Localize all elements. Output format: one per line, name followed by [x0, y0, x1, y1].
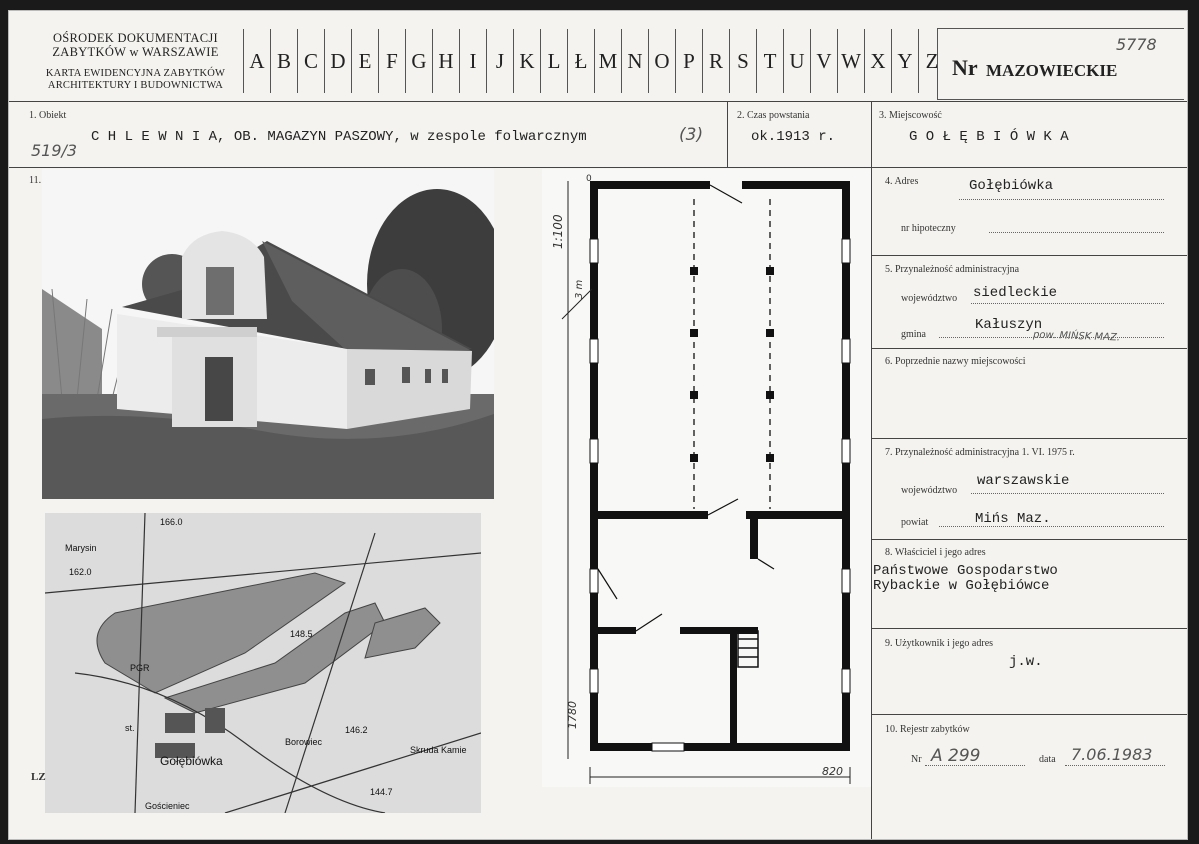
rule-after-4 [871, 255, 1187, 256]
wojewodztwo-line [971, 303, 1164, 304]
miejscowosc-value: G O Ł Ę B I Ó W K A [909, 129, 1069, 145]
plan-scale: 1:100 [551, 214, 565, 249]
rejestr-nr-line [925, 765, 1025, 766]
alphabet-index [243, 29, 945, 93]
powiat-line [939, 526, 1164, 527]
record-card [8, 10, 1188, 840]
institution-line-2: ZABYTKÓW w WARSZAWIE [52, 45, 219, 59]
alphabet-letter-16: P [675, 29, 702, 93]
nr-region: MAZOWIECKIE [986, 61, 1118, 80]
location-map [45, 513, 481, 813]
card-title [23, 68, 248, 92]
rejestr-nr-value: A 299 [931, 746, 981, 766]
gmina-note: pow. MIŃSK MAZ. [1032, 329, 1121, 344]
adres-label: 4. Adres [885, 176, 919, 187]
alphabet-letter-12: Ł [567, 29, 594, 93]
header-bottom-rule [9, 101, 1187, 102]
rule-after-7 [871, 539, 1187, 540]
wlasciciel-label: 8. Właściciel i jego adres [885, 547, 986, 558]
wojewodztwo-label: województwo [901, 293, 958, 304]
plan-dimension-height: 1780 [566, 701, 579, 729]
alphabet-letter-3: D [324, 29, 351, 93]
alphabet-letter-7: H [432, 29, 459, 93]
poprzednie-label: 6. Poprzednie nazwy miejscowości [885, 356, 1026, 367]
hipoteczny-line [989, 232, 1164, 233]
alphabet-letter-23: X [864, 29, 891, 93]
alphabet-letter-19: T [756, 29, 783, 93]
alphabet-letter-22: W [837, 29, 864, 93]
map-label: PGR [130, 663, 150, 673]
building-photo [42, 169, 494, 499]
row1-divider-a [727, 101, 728, 167]
alphabet-letter-4: E [351, 29, 378, 93]
alphabet-letter-5: F [378, 29, 405, 93]
powiat-label: powiat [901, 517, 929, 528]
obiekt-number: (3) [679, 125, 704, 145]
przynaleznosc75-label: 7. Przynależność administracyjna 1. VI. 1975 r. [885, 447, 1075, 458]
map-label: 146.2 [345, 725, 368, 735]
plan-dimension-width: 820 [822, 765, 843, 778]
rejestr-nr-label: Nr [911, 754, 922, 765]
building-photo-drawing [42, 169, 494, 499]
nr-handwritten-number: 5778 [1116, 35, 1157, 54]
alphabet-letter-9: J [486, 29, 513, 93]
section-11-label: 11. [29, 175, 42, 186]
alphabet-letter-17: R [702, 29, 729, 93]
czas-label: 2. Czas powstania [737, 110, 810, 121]
wojewodztwo75-label: województwo [901, 485, 958, 496]
alphabet-letter-6: G [405, 29, 432, 93]
rejestr-data-line [1065, 765, 1165, 766]
right-column-divider [871, 167, 872, 839]
czas-value: ok.1913 r. [751, 129, 836, 145]
adres-value: Gołębiówka [969, 178, 1054, 194]
row1-bottom-rule [9, 167, 1187, 168]
map-label: 144.7 [370, 787, 393, 797]
alphabet-letter-13: M [594, 29, 621, 93]
card-title-line-1: KARTA EWIDENCYJNA ZABYTKÓW [45, 68, 226, 79]
alphabet-letter-14: N [621, 29, 648, 93]
nr-box [937, 28, 1184, 100]
alphabet-letter-20: U [783, 29, 810, 93]
alphabet-letter-8: I [459, 29, 486, 93]
gmina-line [939, 337, 1164, 338]
uzytkownik-label: 9. Użytkownik i jego adres [885, 638, 994, 649]
adres-line [959, 199, 1164, 200]
alphabet-letter-18: S [729, 29, 756, 93]
uzytkownik-value: j.w. [1009, 654, 1043, 670]
alphabet-letter-15: O [648, 29, 675, 93]
hipoteczny-label: nr hipoteczny [901, 223, 956, 234]
map-label: Skruda Kamie [410, 745, 467, 755]
alphabet-letter-0: A [243, 29, 270, 93]
alphabet-letter-24: Y [891, 29, 918, 93]
rule-after-8 [871, 628, 1187, 629]
location-map-drawing [45, 513, 481, 813]
wojewodztwo75-value: warszawskie [977, 473, 1070, 489]
map-label: Gołębiówka [160, 754, 223, 768]
gmina-label: gmina [901, 329, 926, 340]
stairs [738, 631, 758, 667]
alphabet-letter-11: L [540, 29, 567, 93]
wlasciciel-line-1: Państwowe Gospodarstwo [873, 563, 1058, 579]
gmina-value: Kałuszyn [975, 317, 1043, 333]
alphabet-letter-1: B [270, 29, 297, 93]
alphabet-letter-25: Z [918, 29, 945, 93]
rule-after-6 [871, 438, 1187, 439]
plan-dimension-zero: 0 [586, 174, 592, 184]
rejestr-label: 10. Rejestr zabytków [885, 724, 970, 735]
miejscowosc-label: 3. Miejscowość [879, 110, 942, 121]
alphabet-letter-10: K [513, 29, 540, 93]
wojewodztwo-value: siedleckie [973, 285, 1058, 301]
map-label: st. [125, 723, 135, 733]
obiekt-label: 1. Obiekt [29, 110, 67, 121]
map-label: 166.0 [160, 517, 183, 527]
rejestr-data-value: 7.06.1983 [1071, 745, 1153, 764]
wlasciciel-line-2: Rybackie w Gołębiówce [873, 578, 1050, 594]
plan-scale-unit: 3 m [574, 279, 585, 299]
map-label: Marysin [65, 543, 97, 553]
obiekt-margin-note: 519/3 [31, 141, 78, 160]
rule-after-5 [871, 348, 1187, 349]
floor-plan [542, 169, 872, 787]
alphabet-letter-2: C [297, 29, 324, 93]
map-label: 148.5 [290, 629, 313, 639]
wojewodztwo75-line [971, 493, 1164, 494]
obiekt-value: C H L E W N I A, OB. MAGAZYN PASZOWY, w zespole folwarcznym [91, 129, 587, 145]
rejestr-data-label: data [1039, 754, 1056, 765]
powiat-value: Mińs Maz. [975, 511, 1051, 527]
map-label: 162.0 [69, 567, 92, 577]
row1-divider-b [871, 101, 872, 167]
nr-label: Nr [952, 55, 978, 80]
rule-after-9 [871, 714, 1187, 715]
map-label: Borowiec [285, 737, 323, 747]
corner-mark: LZ [31, 771, 46, 783]
map-label: Gościeniec [145, 801, 190, 811]
institution-name [23, 31, 248, 59]
floor-plan-drawing [542, 169, 872, 787]
alphabet-letter-21: V [810, 29, 837, 93]
institution-line-1: OŚRODEK DOKUMENTACJI [52, 31, 219, 45]
przynaleznosc-label: 5. Przynależność administracyjna [885, 264, 1020, 275]
card-title-line-2: ARCHITEKTURY I BUDOWNICTWA [47, 80, 224, 91]
